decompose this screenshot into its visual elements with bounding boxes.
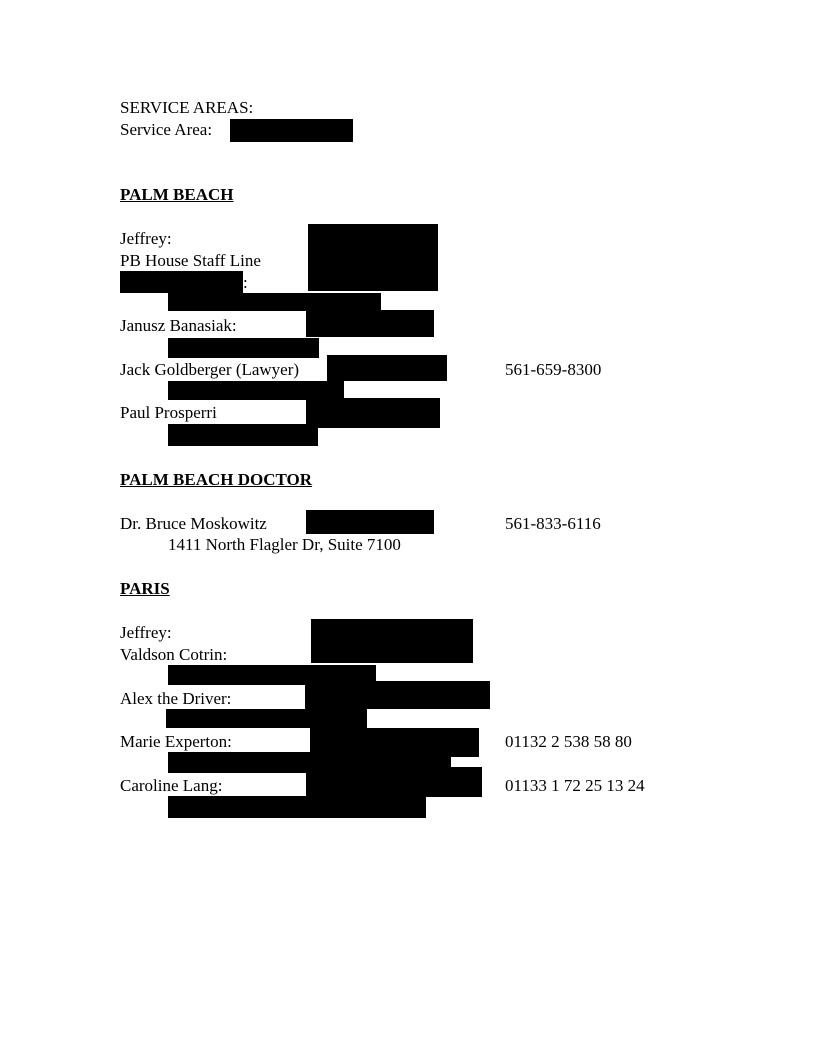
redaction-box	[168, 338, 319, 358]
redaction-box	[306, 310, 434, 337]
paris-heading: PARIS	[120, 579, 170, 598]
redaction-box	[305, 681, 490, 709]
doctor-address: 1411 North Flagler Dr, Suite 7100	[168, 535, 401, 554]
palm-beach-heading: PALM BEACH	[120, 185, 234, 204]
doctor-label: Dr. Bruce Moskowitz	[120, 514, 267, 533]
redaction-box	[168, 796, 426, 818]
redaction-box	[306, 767, 482, 797]
redaction-box	[166, 709, 367, 728]
service-areas-heading: SERVICE AREAS:	[120, 98, 254, 117]
pb-house-staff-label: PB House Staff Line	[120, 251, 261, 270]
caroline-lang-phone: 01133 1 72 25 13 24	[505, 776, 645, 795]
redaction-box	[311, 619, 473, 663]
doctor-phone: 561-833-6116	[505, 514, 601, 533]
redaction-box	[120, 271, 243, 293]
redaction-box	[306, 510, 434, 534]
palm-beach-doctor-heading: PALM BEACH DOCTOR	[120, 470, 313, 489]
redacted-label-colon: :	[243, 273, 248, 292]
janusz-label: Janusz Banasiak:	[120, 316, 237, 335]
redaction-box	[306, 398, 440, 428]
redaction-box	[168, 424, 318, 446]
jeffrey-label: Jeffrey:	[120, 229, 172, 248]
redaction-box	[168, 293, 381, 311]
jack-goldberger-phone: 561-659-8300	[505, 360, 602, 379]
marie-experton-label: Marie Experton:	[120, 732, 232, 751]
marie-experton-phone: 01132 2 538 58 80	[505, 732, 632, 751]
redaction-box	[308, 224, 438, 291]
caroline-lang-label: Caroline Lang:	[120, 776, 223, 795]
alex-driver-label: Alex the Driver:	[120, 689, 232, 708]
jack-goldberger-label: Jack Goldberger (Lawyer)	[120, 360, 300, 379]
valdson-cotrin-label: Valdson Cotrin:	[120, 645, 228, 664]
redaction-box	[327, 355, 447, 381]
paul-prosperri-label: Paul Prosperri	[120, 403, 217, 422]
service-area-label: Service Area:	[120, 120, 213, 139]
redaction-box	[230, 119, 353, 142]
paris-jeffrey-label: Jeffrey:	[120, 623, 172, 642]
